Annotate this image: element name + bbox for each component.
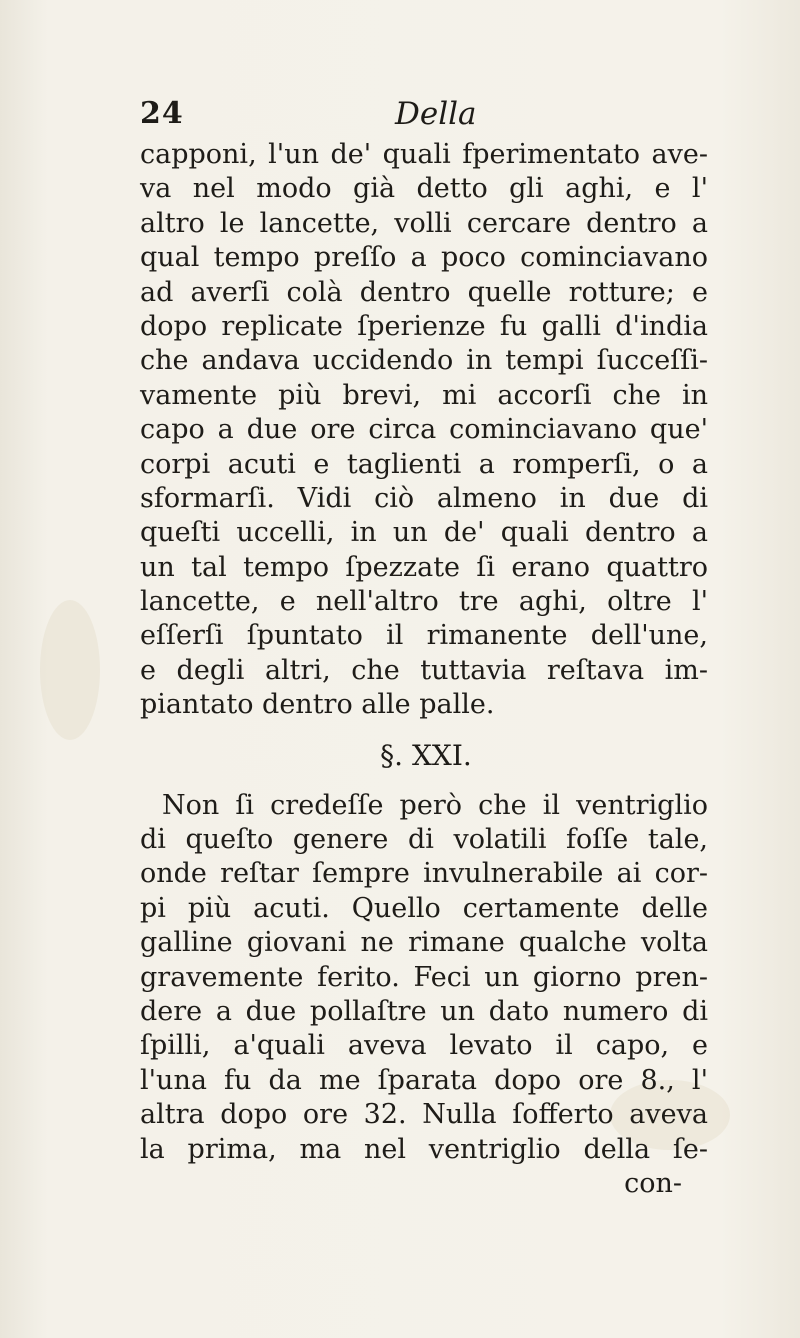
text-line: altra dopo ore 32. Nulla ſofferto aveva — [140, 1099, 708, 1131]
text-line: un tal tempo ſpezzate ſi erano quattro — [140, 551, 708, 583]
text-line: altro le lancette, volli cercare dentro a — [140, 207, 708, 239]
text-line: di queſto genere di volatili foſſe tale, — [140, 824, 708, 856]
text-line: va nel modo già detto gli aghi, e l' — [140, 173, 708, 205]
paragraph-1 — [140, 138, 708, 723]
text-line: piantato dentro alle palle. — [140, 689, 495, 721]
page-number: 24 — [140, 96, 184, 131]
paper-stain — [40, 600, 100, 740]
text-line: che andava uccidendo in tempi ſucceſſi- — [140, 345, 708, 377]
text-line: l'una fu da me ſparata dopo ore 8., l' — [140, 1064, 708, 1096]
text-line: pi più acuti. Quello certamente delle — [140, 892, 708, 924]
text-line: vamente più brevi, mi accorſi che in — [140, 379, 708, 411]
text-line: queſti uccelli, in un de' quali dentro a — [140, 517, 708, 549]
text-line: onde reſtar ſempre invulnerabile ai cor- — [140, 858, 708, 890]
text-line: galline giovani ne rimane qualche volta — [140, 927, 708, 959]
text-line: ſpilli, a'quali aveva levato il capo, e — [140, 1030, 708, 1062]
text-line: capo a due ore circa cominciavano que' — [140, 414, 708, 446]
text-line: gravemente ferito. Feci un giorno pren- — [140, 961, 708, 993]
text-line: capponi, l'un de' quali fperimentato ave- — [140, 139, 708, 170]
page-header — [140, 96, 700, 140]
text-line: qual tempo preſſo a poco cominciavano — [140, 242, 708, 274]
page-body — [140, 138, 708, 1201]
catchword: con- — [624, 1167, 682, 1199]
text-line: dopo replicate ſperienze fu galli d'india — [140, 310, 708, 342]
text-line: eſſerſi ſpuntato il rimanente dell'une, — [140, 620, 708, 652]
text-line: dere a due pollaſtre un dato numero di — [140, 995, 708, 1027]
section-heading: §. XXI. — [380, 738, 472, 772]
text-line: e degli altri, che tuttavia reſtava im- — [140, 654, 708, 686]
running-head: Della — [395, 96, 477, 132]
paragraph-2 — [140, 789, 708, 1167]
text-line: corpi acuti e taglienti a romperſi, o a — [140, 448, 708, 480]
text-line: sformarſi. Vidi ciò almeno in due di — [140, 482, 708, 514]
text-line: ad averſi colà dentro quelle rotture; e — [140, 276, 708, 308]
text-line: lancette, e nell'altro tre aghi, oltre l' — [140, 586, 708, 618]
text-line: Non ſi credeſſe però che il ventriglio — [162, 789, 708, 821]
text-line: la prima, ma nel ventriglio della ſe- — [140, 1133, 708, 1165]
